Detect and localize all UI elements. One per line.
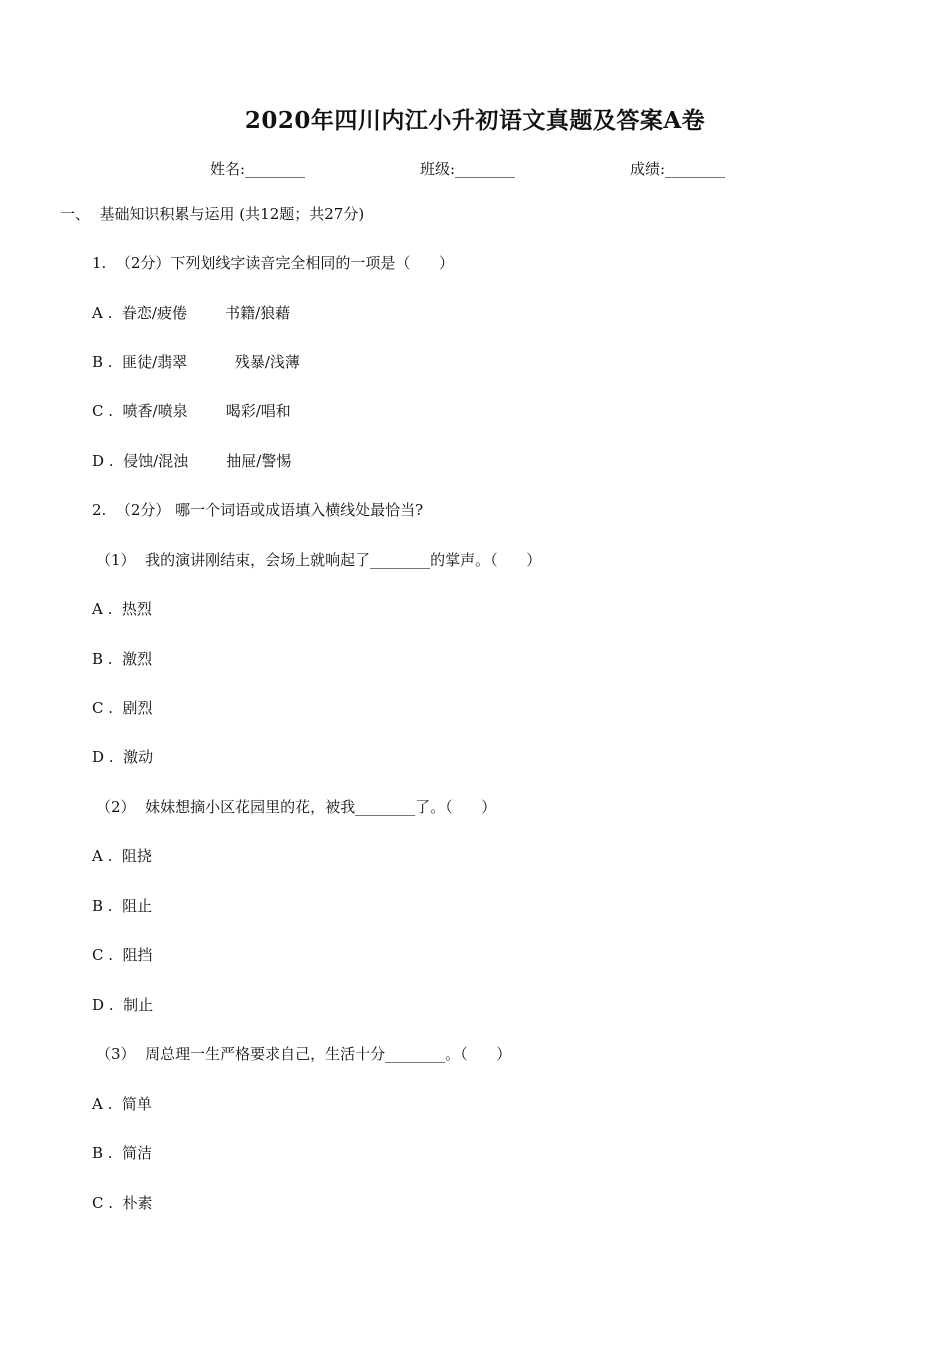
question-2-sub-2-option-c: C . 阻挡 xyxy=(92,946,153,964)
question-1-option-d: D . 侵蚀/混浊 抽屉/警惕 xyxy=(92,452,292,470)
section-heading: 一、 基础知识积累与运用 (共12题；共27分) xyxy=(60,205,365,223)
question-2-sub-3: （3） 周总理一生严格要求自己，生活十分________。（ ） xyxy=(96,1045,512,1063)
question-2-sub-3-option-b: B . 简洁 xyxy=(92,1144,153,1162)
name-field: 姓名:________ xyxy=(210,160,306,178)
question-2-sub-2-option-d: D . 制止 xyxy=(92,996,154,1014)
question-2-sub-1-option-d: D . 激动 xyxy=(92,748,154,766)
question-2-sub-3-option-c: C . 朴素 xyxy=(92,1194,153,1212)
question-2-sub-1-option-b: B . 激烈 xyxy=(92,650,153,668)
score-field: 成绩:________ xyxy=(630,160,726,178)
question-2-sub-2-option-a: A . 阻挠 xyxy=(92,847,152,865)
question-2-stem: 2. （2分） 哪一个词语或成语填入横线处最恰当? xyxy=(92,501,424,519)
class-field: 班级:________ xyxy=(420,160,516,178)
question-2-sub-3-option-a: A . 简单 xyxy=(92,1095,152,1113)
question-2-sub-1-option-a: A . 热烈 xyxy=(92,600,152,618)
question-1-option-c: C . 喷香/喷泉 喝彩/唱和 xyxy=(92,402,291,420)
question-1-option-a: A . 眷恋/疲倦 书籍/狼藉 xyxy=(92,304,291,322)
question-2-sub-1-option-c: C . 剧烈 xyxy=(92,699,153,717)
page-title: 2020年四川内江小升初语文真题及答案A卷 xyxy=(244,107,706,134)
question-2-sub-2: （2） 妹妹想摘小区花园里的花，被我________了。（ ） xyxy=(96,798,497,816)
question-1-option-b: B . 匪徒/翡翠 残暴/浅薄 xyxy=(92,353,300,371)
question-1-stem: 1. （2分）下列划线字读音完全相同的一项是（ ） xyxy=(92,254,455,272)
question-2-sub-2-option-b: B . 阻止 xyxy=(92,897,153,915)
question-2-sub-1: （1） 我的演讲刚结束，会场上就响起了________的掌声。（ ） xyxy=(96,551,542,569)
